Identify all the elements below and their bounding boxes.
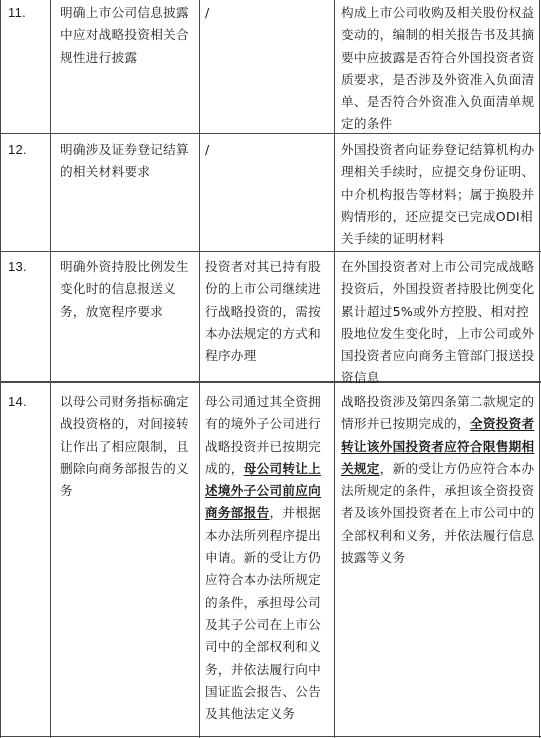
row-topic: 明确涉及证券登记结算的相关材料要求 <box>60 142 189 180</box>
new-rule-text: ，新的受让方仍应符合本办法所规定的条件，承担该全资投资者及该外国投资者在上市公司中的全部权利和义务，并依法履行信息披露等义务 <box>341 460 535 566</box>
new-rule-emphasis: 全资投资者转让该外国投资者应符合限售期相关规定 <box>341 416 535 476</box>
row-number: 12. <box>8 142 27 157</box>
row-topic: 明确上市公司信息披露中应对战略投资相关合规性进行披露 <box>60 5 189 65</box>
row-old-rule: / <box>205 142 210 157</box>
row-old-rule: 投资者对其已持有股份的上市公司继续进行战略投资的，需按本办法规定的方式和程序办理 <box>205 259 322 364</box>
grid-line <box>199 0 200 738</box>
row-topic: 明确外资持股比例发生变化时的信息报送义务，放宽程序要求 <box>60 259 189 319</box>
row-number: 11. <box>8 5 27 20</box>
grid-line <box>0 251 541 252</box>
row-old-rule: / <box>205 5 210 20</box>
new-rule-text: 战略投资涉及第四条第二款规定的情形并已按期完成的， <box>341 394 535 432</box>
row-new-rule <box>341 391 535 569</box>
old-rule-text: ，并根据本办法所列程序提出申请。新的受让方仍应符合本办法所规定的条件，承担母公司及其子公司在上市公司中的全部权利和义务，并依法履行向中国证监会报告、公告及其他法定义务 <box>205 505 322 722</box>
old-rule-text: 母公司通过其全资拥有的境外子公司进行战略投资并已按期完成的， <box>205 394 322 476</box>
grid-line <box>0 736 541 737</box>
grid-line <box>50 0 51 738</box>
row-topic: 以母公司财务指标确定战投资格的，对间接转让作出了相应限制，且删除向商务部报告的义务 <box>60 394 189 499</box>
grid-line <box>539 0 540 738</box>
row-new-rule: 外国投资者向证券登记结算机构办理相关手续时，应提交身份证明、中介机构报告等材料；属于换股并购情形的，还应提交已完成ODI相关手续的证明材料 <box>341 142 535 247</box>
row-new-rule: 在外国投资者对上市公司完成战略投资后，外国投资者持股比例变化累计超过5%或外方控股、相对控股地位发生变化时，上市公司或外国投资者应向商务主管部门报送投资信息 <box>341 259 535 386</box>
grid-line <box>334 0 335 738</box>
row-old-rule <box>205 391 330 725</box>
row-new-rule: 构成上市公司收购及相关股份权益变动的，编制的相关报告书及其摘要中应披露是否符合外国投资者资质要求，是否涉及外资准入负面清单、是否符合外资准入负面清单规定的条件 <box>341 5 535 132</box>
row-number: 13. <box>8 259 27 274</box>
old-rule-emphasis: 母公司转让上述境外子公司前应向商务部报告 <box>205 460 322 521</box>
grid-line <box>0 0 1 738</box>
row-number: 14. <box>8 394 27 409</box>
